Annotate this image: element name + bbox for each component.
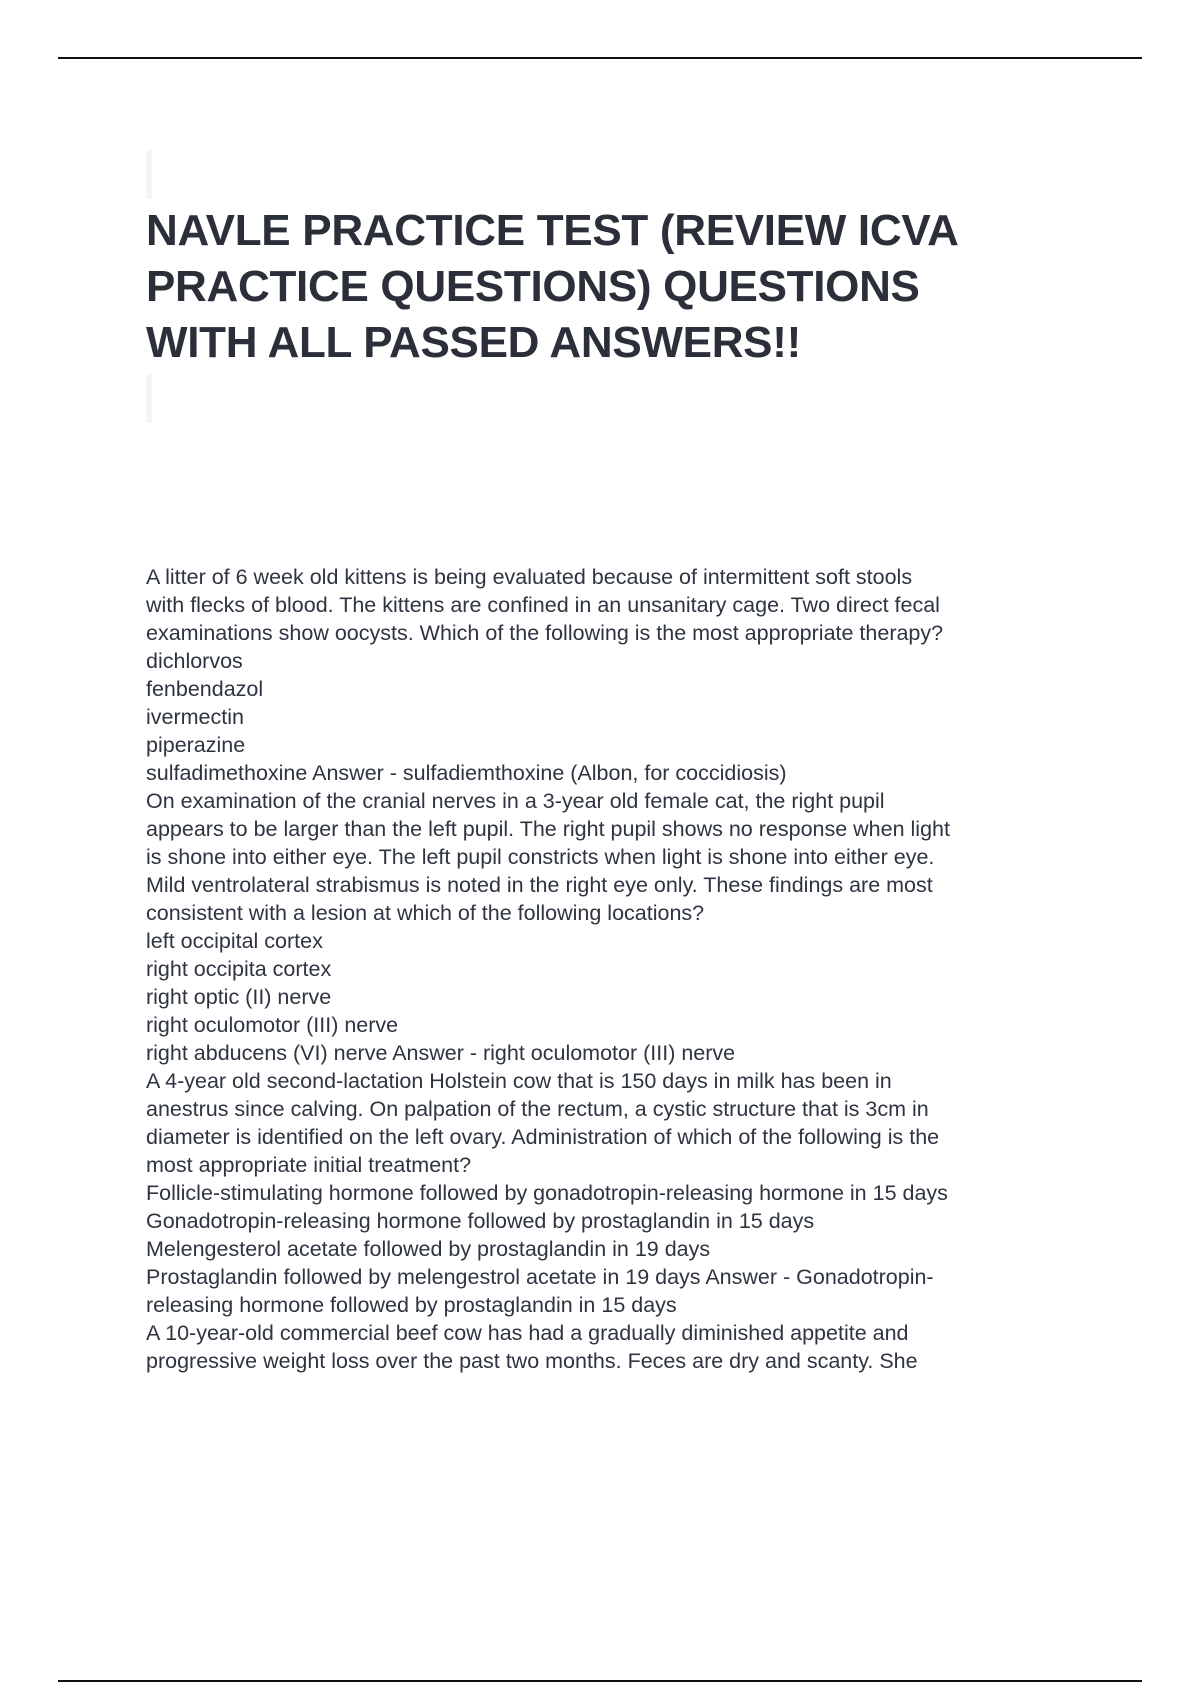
question-line: diameter is identified on the left ovary. Administration of which of the following is the xyxy=(146,1125,940,1149)
option-line: right oculomotor (III) nerve xyxy=(146,1013,399,1037)
question-line: most appropriate initial treatment? xyxy=(146,1153,472,1177)
option-line: right occipita cortex xyxy=(146,957,332,981)
question-3 xyxy=(146,1067,1066,1179)
footer-rule xyxy=(58,1680,1142,1682)
question-line: is shone into either eye. The left pupil constricts when light is shone into either eye. xyxy=(146,845,935,869)
title-line: PRACTICE QUESTIONS) QUESTIONS xyxy=(146,262,920,311)
question-line: Mild ventrolateral strabismus is noted in the right eye only. These findings are most xyxy=(146,873,933,897)
header-rule xyxy=(58,57,1142,59)
option-answer-line: Prostaglandin followed by melengestrol acetate in 19 days Answer - Gonadotropin- xyxy=(146,1265,934,1289)
question-line: On examination of the cranial nerves in a 3-year old female cat, the right pupil xyxy=(146,789,885,813)
option-line: Melengesterol acetate followed by prostaglandin in 19 days xyxy=(146,1237,711,1261)
document-title xyxy=(146,147,1054,427)
option-line: ivermectin xyxy=(146,705,244,729)
option-line: dichlorvos xyxy=(146,649,243,673)
option-answer-line: releasing hormone followed by prostaglandin in 15 days xyxy=(146,1293,677,1317)
question-line: A litter of 6 week old kittens is being evaluated because of intermittent soft stools xyxy=(146,565,913,589)
option-line: Follicle-stimulating hormone followed by gonadotropin-releasing hormone in 15 days xyxy=(146,1181,948,1205)
question-2-options xyxy=(146,927,1066,1067)
option-line: piperazine xyxy=(146,733,246,757)
option-line: left occipital cortex xyxy=(146,929,323,953)
title-line: NAVLE PRACTICE TEST (REVIEW ICVA xyxy=(146,206,959,255)
question-line: appears to be larger than the left pupil. The right pupil shows no response when light xyxy=(146,817,950,841)
question-line: progressive weight loss over the past two months. Feces are dry and scanty. She xyxy=(146,1349,918,1373)
question-1 xyxy=(146,563,1066,647)
question-line: with flecks of blood. The kittens are confined in an unsanitary cage. Two direct fecal xyxy=(146,593,940,617)
question-line: A 10-year-old commercial beef cow has had a gradually diminished appetite and xyxy=(146,1321,909,1345)
question-2 xyxy=(146,787,1066,927)
question-line: consistent with a lesion at which of the following locations? xyxy=(146,901,705,925)
question-line: A 4-year old second-lactation Holstein cow that is 150 days in milk has been in xyxy=(146,1069,892,1093)
option-line: right optic (II) nerve xyxy=(146,985,332,1009)
question-line: examinations show oocysts. Which of the following is the most appropriate therapy? xyxy=(146,621,944,645)
question-line: anestrus since calving. On palpation of the rectum, a cystic structure that is 3cm in xyxy=(146,1097,929,1121)
option-line: Gonadotropin-releasing hormone followed by prostaglandin in 15 days xyxy=(146,1209,815,1233)
option-answer-line: right abducens (VI) nerve Answer - right oculomotor (III) nerve xyxy=(146,1041,736,1065)
question-3-options xyxy=(146,1179,1066,1319)
title-line: WITH ALL PASSED ANSWERS!! xyxy=(146,318,801,367)
option-answer-line: sulfadimethoxine Answer - sulfadiemthoxine (Albon, for coccidiosis) xyxy=(146,761,787,785)
option-line: fenbendazol xyxy=(146,677,264,701)
document-body xyxy=(146,563,1066,1375)
question-1-options xyxy=(146,647,1066,787)
question-4 xyxy=(146,1319,1066,1375)
